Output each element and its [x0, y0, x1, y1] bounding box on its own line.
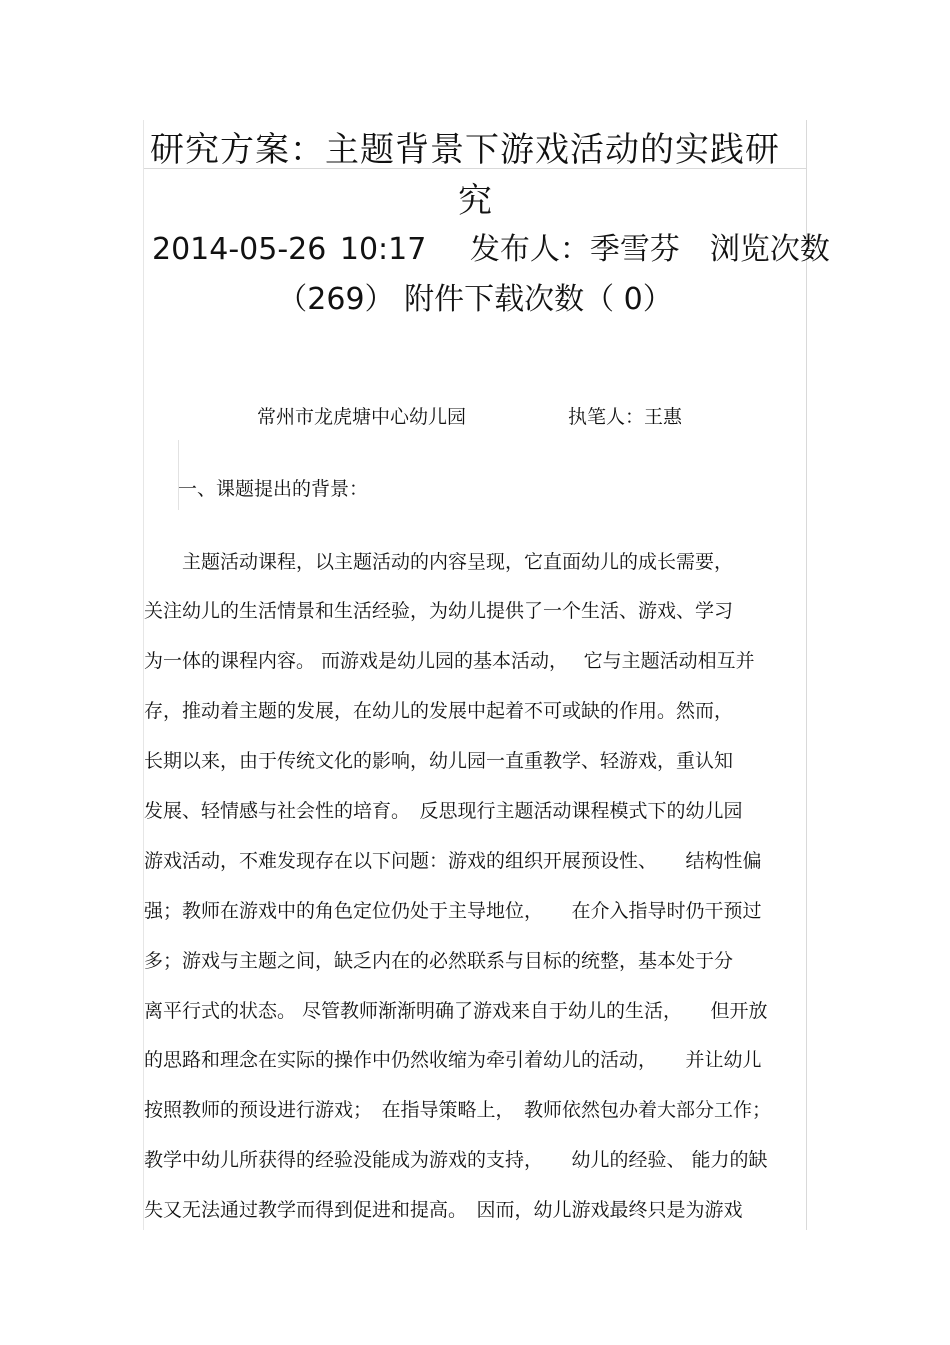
paragraph-line: 主题活动课程，以主题活动的内容呈现，它直面幼儿的成长需要，	[144, 551, 734, 573]
page-title-continued: 究	[458, 181, 492, 221]
paragraph-line: 强；教师在游戏中的角色定位仍处于主导地位， 在介入指导时仍干预过	[144, 900, 762, 922]
paragraph-line: 存，推动着主题的发展，在幼儿的发展中起着不可或缺的作用。然而，	[144, 700, 734, 722]
page-title: 研究方案：主题背景下游戏活动的实践研	[150, 130, 780, 170]
paragraph-line: 的思路和理念在实际的操作中仍然收缩为牵引着幼儿的活动， 并让幼儿	[144, 1049, 762, 1071]
author-name: 执笔人：王惠	[568, 406, 683, 428]
paragraph-line: 长期以来，由于传统文化的影响，幼儿园一直重教学、轻游戏，重认知	[144, 750, 734, 772]
organization-name: 常州市龙虎塘中心幼儿园	[257, 406, 467, 428]
post-meta-continued: （269） 附件下载次数（ 0）	[277, 282, 673, 317]
paragraph-line: 为一体的课程内容。 而游戏是幼儿园的基本活动， 它与主题活动相互并	[144, 650, 755, 672]
paragraph-line: 离平行式的状态。 尽管教师渐渐明确了游戏来自于幼儿的生活， 但开放	[144, 1000, 768, 1022]
paragraph-line: 游戏活动，不难发现存在以下问题：游戏的组织开展预设性、 结构性偏	[144, 850, 762, 872]
paragraph-line: 多；游戏与主题之间，缺乏内在的必然联系与目标的统整，基本处于分	[144, 950, 734, 972]
paragraph-line: 关注幼儿的生活情景和生活经验，为幼儿提供了一个生活、游戏、学习	[144, 600, 734, 622]
post-meta: 2014-05-26 10:17 发布人：季雪芬 浏览次数	[152, 232, 830, 267]
paragraph-line: 发展、轻情感与社会性的培育。 反思现行主题活动课程模式下的幼儿园	[144, 800, 743, 822]
paragraph-line: 教学中幼儿所获得的经验没能成为游戏的支持， 幼儿的经验、 能力的缺	[144, 1149, 768, 1171]
section-heading: 一、课题提出的背景：	[178, 478, 369, 500]
paragraph-line: 按照教师的预设进行游戏； 在指导策略上， 教师依然包办着大部分工作；	[144, 1099, 772, 1121]
paragraph-line: 失又无法通过教学而得到促进和提高。 因而，幼儿游戏最终只是为游戏	[144, 1199, 743, 1221]
